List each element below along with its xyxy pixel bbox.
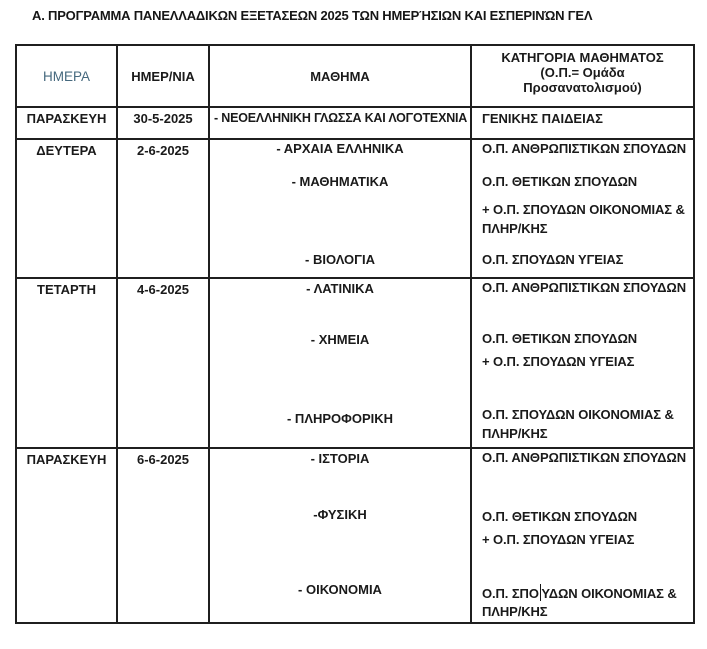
table-row bbox=[16, 139, 694, 278]
date-cell[interactable]: 6-6-2025 bbox=[117, 448, 209, 623]
category-header-line[interactable]: Προσανατολισμού) bbox=[523, 80, 642, 95]
exam-schedule-table bbox=[15, 44, 695, 624]
category-line[interactable]: Ο.Π. ΑΝΘΡΩΠΙΣΤΙΚΩΝ ΣΠΟΥΔΩΝ bbox=[482, 450, 686, 465]
category-line[interactable]: ΠΛΗΡ/ΚΗΣ bbox=[482, 221, 548, 236]
category-line[interactable]: + Ο.Π. ΣΠΟΥΔΩΝ ΥΓΕΙΑΣ bbox=[482, 354, 635, 369]
category-line[interactable]: Ο.Π. ΑΝΘΡΩΠΙΣΤΙΚΩΝ ΣΠΟΥΔΩΝ bbox=[482, 280, 686, 295]
day-cell[interactable]: ΔΕΥΤΕΡΑ bbox=[16, 139, 117, 278]
category-line[interactable]: Ο.Π. ΘΕΤΙΚΩΝ ΣΠΟΥΔΩΝ bbox=[482, 331, 638, 346]
category-line[interactable]: ΠΛΗΡ/ΚΗΣ bbox=[482, 604, 548, 619]
table-row bbox=[16, 448, 694, 623]
day-cell[interactable]: ΤΕΤΑΡΤΗ bbox=[16, 278, 117, 448]
subject-line[interactable]: - ΜΑΘΗΜΑΤΙΚΑ bbox=[291, 174, 389, 189]
category-header-line[interactable]: (Ο.Π.= Ομάδα bbox=[540, 65, 625, 80]
subject-line[interactable]: - ΠΛΗΡΟΦΟΡΙΚΗ bbox=[286, 411, 393, 426]
category-cell bbox=[471, 448, 694, 623]
table-row bbox=[16, 278, 694, 448]
category-line[interactable]: + Ο.Π. ΣΠΟΥΔΩΝ ΟΙΚΟΝΟΜΙΑΣ & bbox=[482, 202, 685, 217]
subject-line[interactable]: - ΟΙΚΟΝΟΜΙΑ bbox=[298, 582, 382, 597]
subject-cell[interactable]: - ΝΕΟΕΛΛΗΝΙΚΗ ΓΛΩΣΣΑ ΚΑΙ ΛΟΓΟΤΕΧΝΙΑ bbox=[209, 107, 471, 139]
subject-line[interactable]: - ΒΙΟΛΟΓΙΑ bbox=[305, 252, 375, 267]
date-cell[interactable]: 30-5-2025 bbox=[117, 107, 209, 139]
category-cell bbox=[471, 139, 694, 278]
date-cell[interactable]: 4-6-2025 bbox=[117, 278, 209, 448]
category-line-text: Ο.Π. ΣΠΟ bbox=[482, 586, 539, 601]
category-cell[interactable]: ΓΕΝΙΚΗΣ ΠΑΙΔΕΙΑΣ bbox=[471, 107, 694, 139]
category-line[interactable]: ΠΛΗΡ/ΚΗΣ bbox=[482, 426, 548, 441]
header-row bbox=[16, 45, 694, 107]
category-line[interactable]: Ο.Π. ΣΠΟΥΔΩΝ ΥΓΕΙΑΣ bbox=[482, 252, 624, 267]
category-line[interactable]: Ο.Π. ΑΝΘΡΩΠΙΣΤΙΚΩΝ ΣΠΟΥΔΩΝ bbox=[482, 141, 686, 156]
column-header-subject[interactable]: ΜΑΘΗΜΑ bbox=[209, 45, 471, 107]
subject-line[interactable]: -ΦΥΣΙΚΗ bbox=[313, 507, 367, 522]
subject-line[interactable]: - ΛΑΤΙΝΙΚΑ bbox=[306, 281, 374, 296]
column-header-day[interactable]: ΗΜΕΡΑ bbox=[16, 45, 117, 107]
subject-cell bbox=[209, 448, 471, 623]
column-header-category bbox=[471, 45, 694, 107]
subject-line[interactable]: - ΧΗΜΕΙΑ bbox=[310, 332, 370, 347]
category-cell bbox=[471, 278, 694, 448]
category-line[interactable]: Ο.Π. ΣΠΟΥΔΩΝ ΟΙΚΟΝΟΜΙΑΣ & bbox=[482, 407, 674, 422]
date-cell[interactable]: 2-6-2025 bbox=[117, 139, 209, 278]
subject-line[interactable]: - ΑΡΧΑΙΑ ΕΛΛΗΝΙΚΑ bbox=[276, 141, 404, 156]
subject-cell bbox=[209, 139, 471, 278]
category-line[interactable] bbox=[482, 584, 677, 601]
category-line[interactable]: Ο.Π. ΘΕΤΙΚΩΝ ΣΠΟΥΔΩΝ bbox=[482, 174, 638, 189]
category-line[interactable]: Ο.Π. ΘΕΤΙΚΩΝ ΣΠΟΥΔΩΝ bbox=[482, 509, 638, 524]
column-header-date[interactable]: ΗΜΕΡ/ΝΙΑ bbox=[117, 45, 209, 107]
category-line[interactable]: + Ο.Π. ΣΠΟΥΔΩΝ ΥΓΕΙΑΣ bbox=[482, 532, 635, 547]
category-line-text: ΥΔΩΝ ΟΙΚΟΝΟΜΙΑΣ & bbox=[541, 586, 677, 601]
subject-cell bbox=[209, 278, 471, 448]
day-cell[interactable]: ΠΑΡΑΣΚΕΥΗ bbox=[16, 448, 117, 623]
table-row bbox=[16, 107, 694, 139]
page-title[interactable]: Α. ΠΡΟΓΡΑΜΜΑ ΠΑΝΕΛΛΑΔΙΚΩΝ ΕΞΕΤΑΣΕΩΝ 2025 ΤΩΝ ΗΜΕΡΉΣΙΩΝ ΚΑΙ ΕΣΠΕΡΙΝΏΝ ΓΕΛ bbox=[32, 8, 593, 23]
day-cell[interactable]: ΠΑΡΑΣΚΕΥΗ bbox=[16, 107, 117, 139]
subject-line[interactable]: - ΙΣΤΟΡΙΑ bbox=[310, 451, 370, 466]
category-header-line[interactable]: ΚΑΤΗΓΟΡΙΑ ΜΑΘΗΜΑΤΟΣ bbox=[501, 50, 664, 65]
